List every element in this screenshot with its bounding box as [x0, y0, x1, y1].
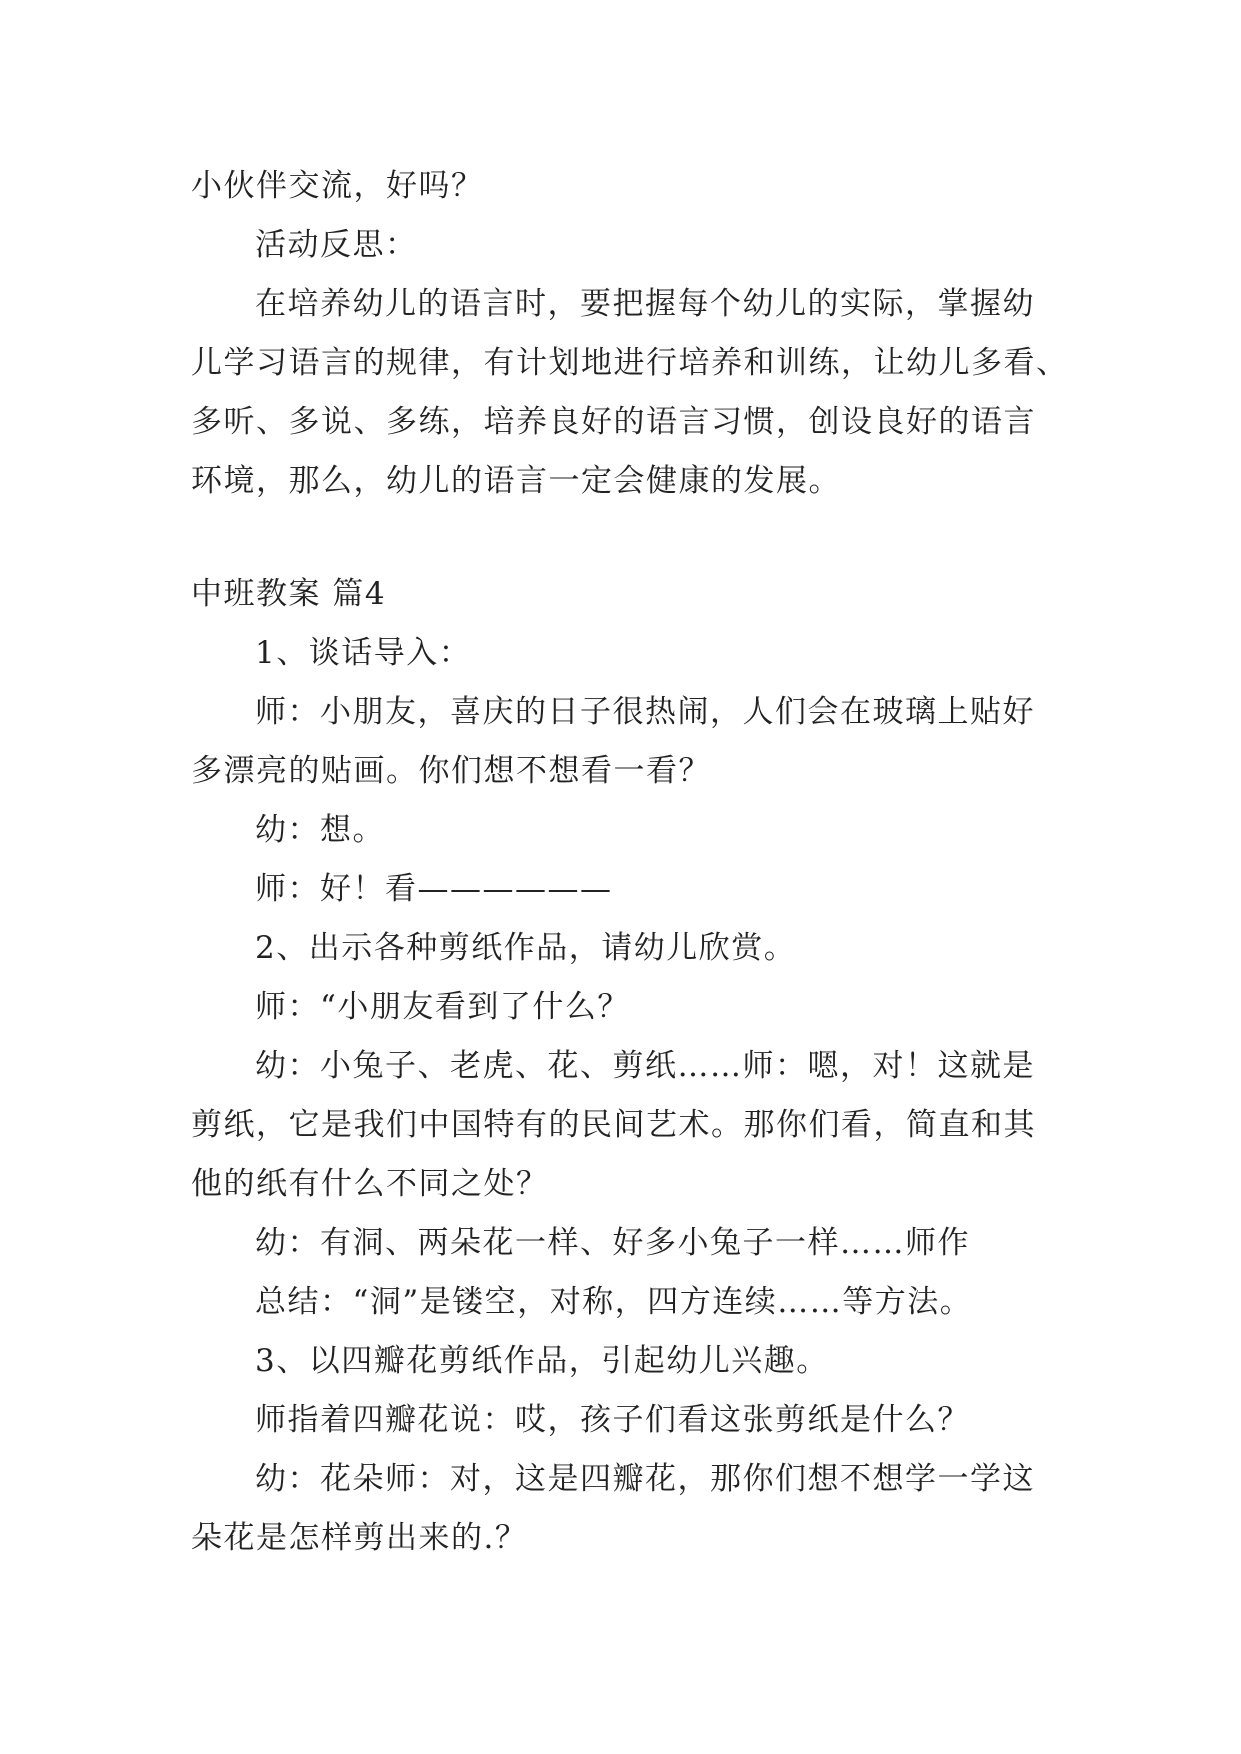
paragraph-line: 幼：花朵师：对，这是四瓣花，那你们想不想学一学这	[255, 1461, 1035, 1497]
paragraph-line: 师：“小朋友看到了什么？	[255, 989, 630, 1025]
paragraph-line: 幼：想。	[255, 812, 385, 848]
paragraph-line: 儿学习语言的规律，有计划地进行培养和训练，让幼儿多看、	[191, 345, 1069, 381]
paragraph-line: 小伙伴交流，好吗？	[191, 168, 484, 204]
paragraph-line: 2、出示各种剪纸作品，请幼儿欣赏。	[255, 930, 797, 966]
section-heading: 中班教案 篇4	[191, 576, 387, 612]
paragraph-line: 3、以四瓣花剪纸作品，引起幼儿兴趣。	[255, 1343, 829, 1379]
paragraph-line: 师指着四瓣花说：哎，孩子们看这张剪纸是什么？	[255, 1402, 970, 1438]
paragraph-line: 幼：有洞、两朵花一样、好多小兔子一样……师作	[255, 1225, 970, 1261]
paragraph-line: 他的纸有什么不同之处？	[191, 1166, 549, 1202]
paragraph-line: 在培养幼儿的语言时，要把握每个幼儿的实际，掌握幼	[255, 286, 1035, 322]
paragraph-line: 多漂亮的贴画。你们想不想看一看？	[191, 753, 711, 789]
paragraph-line: 活动反思：	[255, 227, 418, 263]
paragraph-line: 剪纸，它是我们中国特有的民间艺术。那你们看，简直和其	[191, 1107, 1036, 1143]
paragraph-line: 师：小朋友，喜庆的日子很热闹，人们会在玻璃上贴好	[255, 694, 1035, 730]
paragraph-line: 幼：小兔子、老虎、花、剪纸……师：嗯，对！这就是	[255, 1048, 1035, 1084]
paragraph-line: 1、谈话导入：	[255, 635, 472, 671]
paragraph-line: 多听、多说、多练，培养良好的语言习惯，创设良好的语言	[191, 404, 1036, 440]
paragraph-line: 总结：“洞”是镂空，对称，四方连续……等方法。	[255, 1284, 973, 1320]
paragraph-line: 环境，那么，幼儿的语言一定会健康的发展。	[191, 463, 841, 499]
paragraph-line: 师：好！看——————	[255, 871, 613, 907]
paragraph-line: 朵花是怎样剪出来的.？	[191, 1520, 528, 1556]
